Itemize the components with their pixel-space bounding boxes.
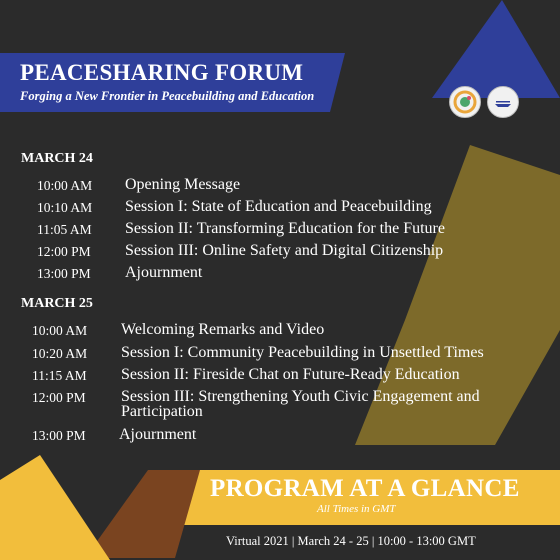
session-title: Session I: State of Education and Peacebuilding: [125, 198, 432, 215]
session-title: Welcoming Remarks and Video: [121, 321, 325, 338]
session-time: 10:00 AM: [32, 323, 88, 338]
program-banner-subtitle: All Times in GMT: [317, 503, 396, 515]
session-time: 10:00 AM: [37, 178, 93, 193]
session-time: 13:00 PM: [37, 266, 91, 281]
session-title: Opening Message: [125, 176, 241, 193]
session-title: Session I: Community Peacebuilding in Unsettled Times: [121, 344, 484, 361]
session-title: Session II: Fireside Chat on Future-Ready Education: [121, 366, 460, 383]
rust-triangle-shape: [85, 470, 200, 558]
day-heading: MARCH 24: [21, 151, 93, 166]
session-time: 10:10 AM: [37, 200, 93, 215]
session-title: Ajournment: [119, 426, 197, 443]
forum-subtitle: Forging a New Frontier in Peacebuilding and Education: [20, 89, 315, 103]
globe-logo-icon: [450, 87, 480, 117]
session-title: Ajournment: [125, 264, 203, 281]
day-heading: MARCH 25: [21, 296, 93, 311]
program-banner-title: PROGRAM AT A GLANCE: [210, 475, 520, 502]
session-time: 12:00 PM: [37, 244, 91, 259]
event-footer: Virtual 2021 | March 24 - 25 | 10:00 - 13:00 GMT: [226, 534, 476, 548]
partner-logo: [487, 86, 519, 118]
blue-triangle-shape: [432, 0, 560, 98]
ship-logo-icon: [488, 87, 518, 117]
session-time: 11:05 AM: [37, 222, 92, 237]
session-time: 11:15 AM: [32, 368, 87, 383]
partner-logo: [449, 86, 481, 118]
session-title: Session II: Transforming Education for the Future: [125, 220, 445, 237]
yellow-triangle-shape: [0, 455, 110, 560]
session-time: 12:00 PM: [32, 390, 86, 405]
session-title: Session III: Strengthening Youth Civic Engagement and Participation: [121, 388, 480, 420]
session-time: 13:00 PM: [32, 428, 86, 443]
session-title: Session III: Online Safety and Digital Citizenship: [125, 242, 444, 259]
forum-title: PEACESHARING FORUM: [20, 60, 304, 85]
session-time: 10:20 AM: [32, 346, 88, 361]
